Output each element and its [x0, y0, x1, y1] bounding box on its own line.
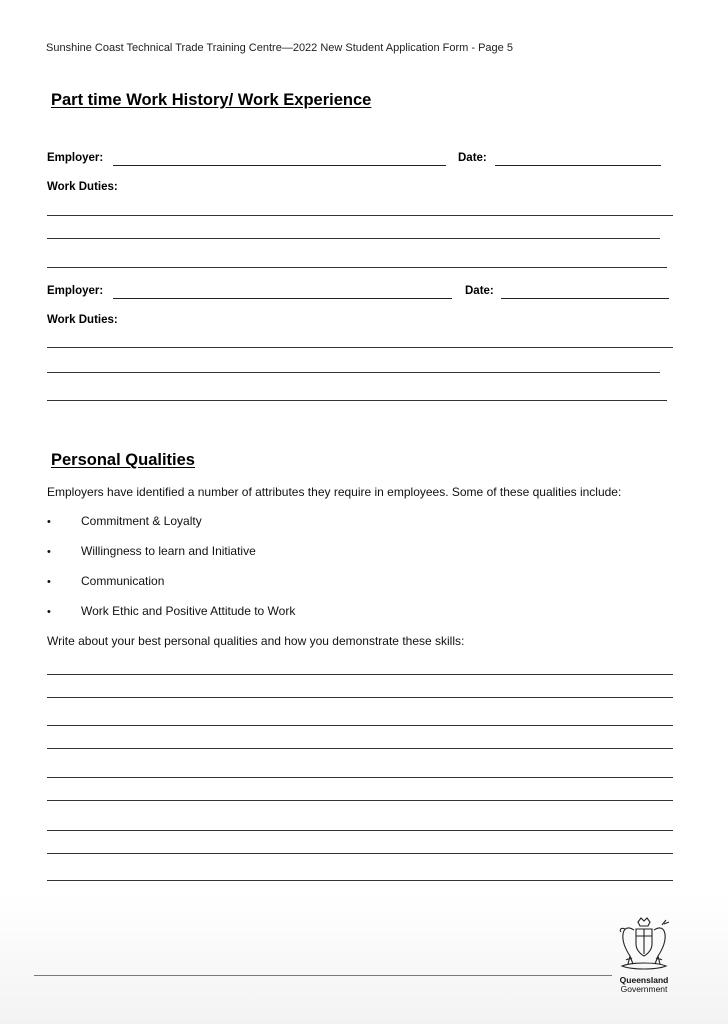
work-duties-line[interactable] [47, 215, 673, 216]
employer-label-2: Employer: [47, 285, 104, 297]
footer-divider [34, 975, 612, 976]
queensland-government-logo [612, 916, 676, 996]
qualities-prompt: Write about your best personal qualities and how you demonstrate these skills: [47, 634, 465, 648]
logo-text-government: Government [620, 984, 668, 994]
bullet-marker: • [47, 576, 51, 588]
work-duties-line[interactable] [47, 267, 667, 268]
quality-item: Commitment & Loyalty [81, 514, 202, 528]
answer-line[interactable] [47, 748, 673, 749]
bullet-marker: • [47, 546, 51, 558]
employer-field-2[interactable] [113, 298, 452, 299]
bullet-marker: • [47, 516, 51, 528]
work-duties-line[interactable] [47, 347, 673, 348]
work-duties-line[interactable] [47, 238, 660, 239]
coat-of-arms-icon [612, 916, 676, 974]
date-field-2[interactable] [501, 298, 669, 299]
employer-label-1: Employer: [47, 152, 104, 164]
date-label-1: Date: [458, 152, 487, 164]
bullet-marker: • [47, 606, 51, 618]
quality-item: Work Ethic and Positive Attitude to Work [81, 604, 296, 618]
date-label-2: Date: [465, 285, 494, 297]
work-duties-line[interactable] [47, 400, 667, 401]
answer-line[interactable] [47, 830, 673, 831]
logo-text-queensland: Queensland [619, 975, 669, 985]
qualities-intro: Employers have identified a number of attributes they require in employees. Some of these qualities include: [47, 485, 622, 499]
answer-line[interactable] [47, 697, 673, 698]
employer-field-1[interactable] [113, 165, 446, 166]
work-duties-label-1: Work Duties: [47, 181, 118, 193]
date-field-1[interactable] [495, 165, 661, 166]
quality-item: Communication [81, 574, 165, 588]
work-history-title: Part time Work History/ Work Experience [51, 91, 372, 109]
work-duties-line[interactable] [47, 372, 660, 373]
answer-line[interactable] [47, 674, 673, 675]
quality-item: Willingness to learn and Initiative [81, 544, 256, 558]
answer-line[interactable] [47, 880, 673, 881]
page-header: Sunshine Coast Technical Trade Training Centre—2022 New Student Application Form - Page 5 [46, 42, 513, 54]
personal-qualities-title: Personal Qualities [51, 451, 195, 469]
answer-line[interactable] [47, 800, 673, 801]
answer-line[interactable] [47, 853, 673, 854]
answer-line[interactable] [47, 725, 673, 726]
work-duties-label-2: Work Duties: [47, 314, 118, 326]
answer-line[interactable] [47, 777, 673, 778]
